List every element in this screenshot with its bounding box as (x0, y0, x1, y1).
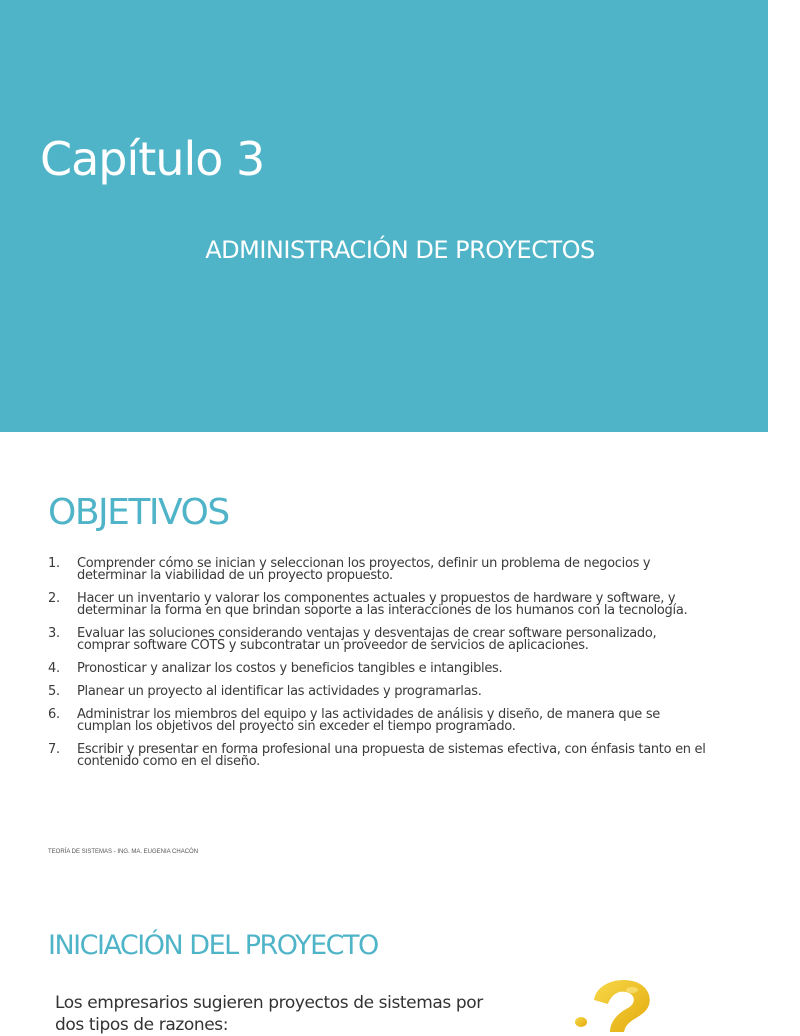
objectives-heading: OBJETIVOS (48, 492, 229, 533)
list-item-text: Evaluar las soluciones considerando ventajas y desventajas de crear software personalizado, comprar software COTS y subcontratar un proveedor de servicios de aplicaciones. (77, 626, 657, 653)
list-item (48, 593, 708, 617)
list-item-number: 2. (48, 591, 60, 606)
chapter-title: Capítulo 3 (40, 132, 265, 186)
list-item (48, 686, 708, 698)
list-item-number: 7. (48, 742, 60, 757)
list-item-number: 5. (48, 684, 60, 699)
slide-footer: TEORÍA DE SISTEMAS - ING. MA. EUGENIA CHACÓN (48, 849, 199, 855)
list-item-text: Administrar los miembros del equipo y las actividades de análisis y diseño, de manera que se cumplan los objetivos del proyecto sin exceder el tiempo programado. (77, 707, 660, 734)
list-item (48, 744, 708, 768)
objectives-list (48, 558, 708, 779)
initiation-body: Los empresarios sugieren proyectos de sistemas por dos tipos de razones: (55, 993, 483, 1035)
list-item (48, 709, 708, 733)
initiation-slide (0, 904, 768, 1035)
chapter-subtitle: ADMINISTRACIÓN DE PROYECTOS (205, 236, 595, 264)
list-item (48, 663, 708, 675)
list-item-text: Pronosticar y analizar los costos y beneficios tangibles e intangibles. (77, 661, 503, 676)
list-item-text: Planear un proyecto al identificar las actividades y programarlas. (77, 684, 482, 699)
list-item-text: Comprender cómo se inician y seleccionan los proyectos, definir un problema de negocios y determinar la viabilidad de un proyecto propuesto. (77, 556, 651, 583)
list-item (48, 558, 708, 582)
list-item-number: 3. (48, 626, 60, 641)
list-item-text: Hacer un inventario y valorar los componentes actuales y propuestos de hardware y software, y determinar la forma en que brindan soporte a las interacciones de los humanos con la tecnología. (77, 591, 688, 618)
question-mark-icon (560, 970, 720, 1030)
list-item-number: 1. (48, 556, 60, 571)
list-item (48, 628, 708, 652)
slide-divider (0, 432, 768, 452)
title-slide (0, 0, 768, 432)
objectives-slide (0, 452, 768, 884)
initiation-heading: INICIACIÓN DEL PROYECTO (48, 930, 378, 961)
list-item-text: Escribir y presentar en forma profesional una propuesta de sistemas efectiva, con énfasis tanto en el contenido como en el diseño. (77, 742, 706, 769)
list-item-number: 4. (48, 661, 60, 676)
list-item-number: 6. (48, 707, 60, 722)
